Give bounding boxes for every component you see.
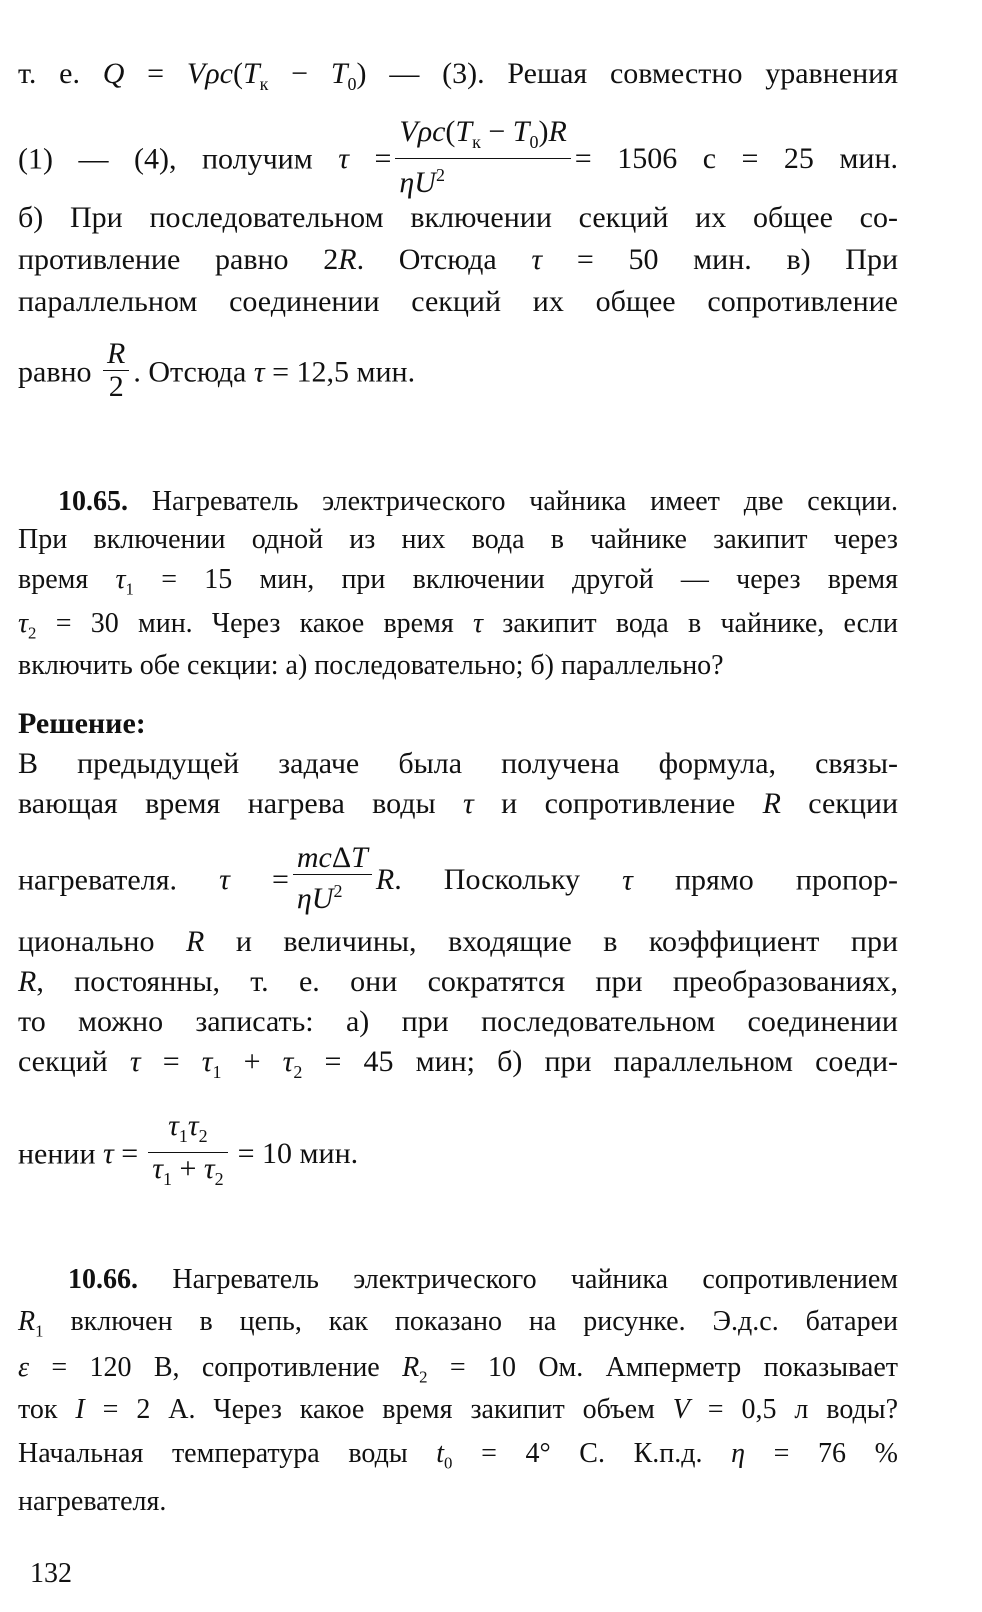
p65-line-4: $\tau_2 = 30$ мин. Через какое время τ закипит вода в чайнике, если <box>18 608 899 643</box>
text: . Отсюда <box>133 355 247 389</box>
text: Нагреватель электрического чайника сопротивлением <box>172 1264 898 1295</box>
formula-parallel: τ = $\frac{\tau_1\tau_2}{\tau_1 + \tau_2}$ = 10 мин. <box>103 1109 359 1189</box>
text: вающая время нагрева воды <box>18 787 436 820</box>
text: = 50 мин. в) При <box>576 243 899 276</box>
text: = 76 % <box>773 1438 899 1469</box>
prev-line-2 <box>18 115 899 203</box>
text: = 12,5 мин. <box>272 355 416 389</box>
text: нагревателя. <box>18 1486 167 1517</box>
solution-line-1 <box>18 746 898 782</box>
p66-line-6 <box>18 1484 898 1520</box>
text: включен в цепь, как показано на рисунке. Э.д.с. батареи <box>70 1306 898 1337</box>
text: секций <box>18 1045 108 1078</box>
formula-tau-general: τ = $\frac{\text{mcΔT}}{\eta U^2}$ R. Поскольку <box>219 841 580 915</box>
text: . Поскольку <box>394 863 580 897</box>
text: = 0,5 л воды? <box>707 1394 898 1425</box>
p66-line-2: $R_1$ включен в цепь, как показано на рисунке. Э.д.с. батареи <box>18 1306 898 1341</box>
p65-line-2 <box>18 522 898 558</box>
p65-line-5 <box>18 648 898 684</box>
text: = 2 А. Через какое время закипит объем <box>102 1394 655 1425</box>
text: = 10 Ом. Амперметр показывает <box>449 1352 898 1383</box>
solution-line-8 <box>18 1109 898 1199</box>
solution-line-3: нагревателя. τ = $\frac{\text{mcΔT}}{\eta U^2}$ R. Поскольку τ прямо пропор- <box>18 841 898 915</box>
prev-b-line-4: равно $\frac{R}{2}$ . Отсюда τ = 12,5 мин. <box>18 337 416 403</box>
text: ционально <box>18 925 155 958</box>
text: , постоянны, т. е. они сократятся при преобразованиях, <box>36 965 898 998</box>
text: = 30 мин. Через какое время <box>55 608 454 639</box>
text: ток <box>18 1394 58 1425</box>
text: . Отсюда <box>356 243 497 276</box>
text: = 1506 с = 25 мин. <box>574 142 899 176</box>
formula-series: $\tau = \tau_1 + \tau_2 = 45$ мин; б) при параллельном соеди- <box>129 1045 899 1082</box>
prev-b-line-2 <box>18 242 898 278</box>
text: равно <box>18 355 92 389</box>
p66-line-4: ток I = 2 А. Через какое время закипит объем V = 0,5 л воды? <box>18 1394 898 1425</box>
solution-line-6 <box>18 1004 898 1040</box>
text: т. е. <box>18 57 80 90</box>
fraction-R-over-2: $\frac{R}{2}$ <box>103 338 129 403</box>
text: прямо пропор- <box>674 863 898 897</box>
text: включить обе секции: а) последовательно; б) параллельно? <box>18 650 724 681</box>
text: = 120 В, сопротивление <box>51 1352 380 1383</box>
problem-number: 10.66. <box>68 1264 138 1295</box>
text: = 45 мин; б) при параллельном соеди- <box>324 1045 899 1078</box>
prev-b-line-3 <box>18 284 898 320</box>
text: = 4° С. К.п.д. <box>481 1438 703 1469</box>
text: Начальная температура воды <box>18 1438 408 1469</box>
text: и величины, входящие в коэффициент при <box>235 925 899 958</box>
text: закипит вода в чайнике, если <box>502 608 899 639</box>
problem-number: 10.65. <box>58 486 128 517</box>
text: то можно записать: а) при последовательном соединении <box>18 1005 898 1038</box>
text: параллельном соединении секций их общее сопротивление <box>18 285 898 318</box>
formula-tau-50: τ = 50 мин. в) При <box>531 243 899 276</box>
solution-line-2: вающая время нагрева воды τ и сопротивление R секции <box>18 787 899 820</box>
p65-line-1 <box>18 484 898 520</box>
text: время <box>18 564 89 595</box>
prev-line-1 <box>18 56 898 102</box>
p65-line-3: время $\tau_1 = 15$ мин, при включении другой — через время <box>18 564 899 599</box>
text: — (3). Решая совместно уравнения <box>389 57 899 90</box>
text: нагревателя. <box>18 863 177 897</box>
text: В предыдущей задаче была получена формула, связы- <box>18 747 898 780</box>
text: секции <box>808 787 899 820</box>
p66-line-1 <box>18 1262 898 1298</box>
solution-heading <box>18 706 898 742</box>
text: = 15 мин, при включении другой — через время <box>161 564 899 595</box>
heading: Решение: <box>18 707 146 740</box>
solution-line-7 <box>18 1044 898 1090</box>
solution-line-5: R, постоянны, т. е. они сократятся при преобразованиях, <box>18 965 898 998</box>
text: и сопротивление <box>501 787 736 820</box>
p66-line-3: ε = 120 В, сопротивление $R_2 = 10$ Ом. Амперметр показывает <box>18 1352 898 1387</box>
formula-2R: 2R. Отсюда <box>323 243 497 276</box>
text: = 10 мин. <box>237 1137 359 1171</box>
formula-Q: $Q = V\rho c(T_к - T_0)$ <box>102 57 367 94</box>
text: Нагреватель электрического чайника имеет две секции. <box>151 486 899 517</box>
text: (1) — (4), получим <box>18 142 313 176</box>
text: нении <box>18 1137 96 1171</box>
p66-line-5: Начальная температура воды $t_0 = 4^\circ$ С. К.п.д. η = 76 % <box>18 1438 899 1473</box>
text: б) При последовательном включении секций их общее со- <box>18 201 898 234</box>
page-number: 132 <box>30 1558 72 1589</box>
formula-tau: τ = $\frac{V\rho c(T_к - T_0)R}{\eta U^2}$ = 1506 с = 25 мин. <box>338 115 899 199</box>
solution-line-4: ционально R и величины, входящие в коэффициент при <box>18 925 899 958</box>
text: противление равно <box>18 243 289 276</box>
text: При включении одной из них вода в чайнике закипит через <box>18 524 898 555</box>
prev-b-line-1 <box>18 200 898 236</box>
